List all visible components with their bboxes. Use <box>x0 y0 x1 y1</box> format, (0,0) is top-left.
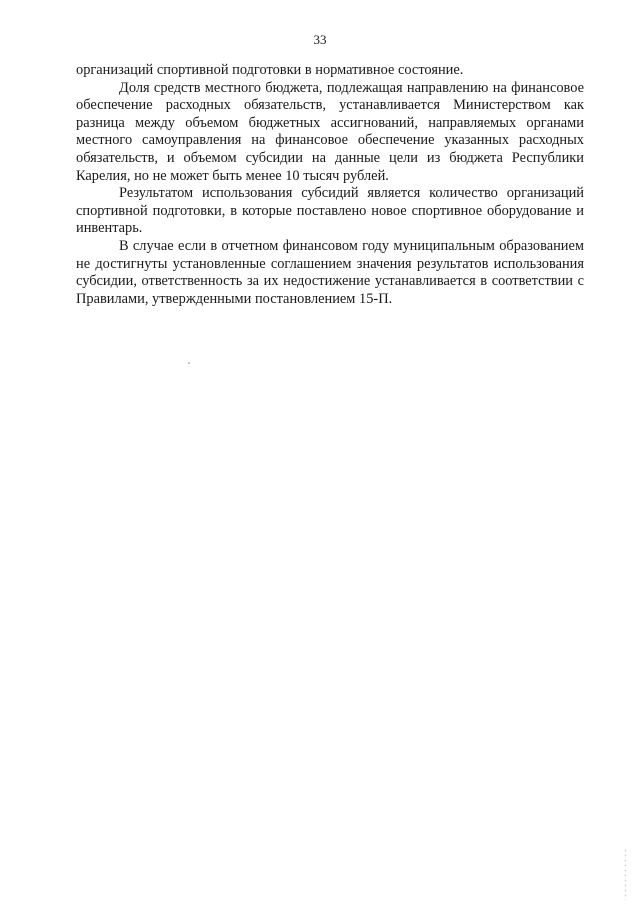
paragraph-continuation: организаций спортивной подготовки в нормативное состояние. <box>76 62 464 78</box>
scan-speck <box>188 362 190 364</box>
page-number: 33 <box>313 32 327 47</box>
paragraph-non-achievement: В случае если в отчетном финансовом году муниципальным образованием не достигнуты установленные соглашением значения результатов использования субсидии, ответственность за их недостижение устанавливается в соответствии с Правилами, утвержденными постановлением 15-П. <box>76 237 584 307</box>
scan-edge-marks <box>624 848 627 900</box>
paragraph-local-budget-share: Доля средств местного бюджета, подлежащая направлению на финансовое обеспечение расходных обязательств, устанавливается Министерством как разница между объемом бюджетных ассигнований, направляемых органами местного самоуправления на финансовое обеспечение указанных расходных обязательств, и объемом субсидии на данные цели из бюджета Республики Карелия, но не может быть менее 10 тысяч рублей. <box>76 79 584 184</box>
paragraph-subsidy-result: Результатом использования субсидий является количество организаций спортивной подготовки, в которые поставлено новое спортивное оборудование и инвентарь. <box>76 185 584 237</box>
document-body <box>76 62 584 308</box>
